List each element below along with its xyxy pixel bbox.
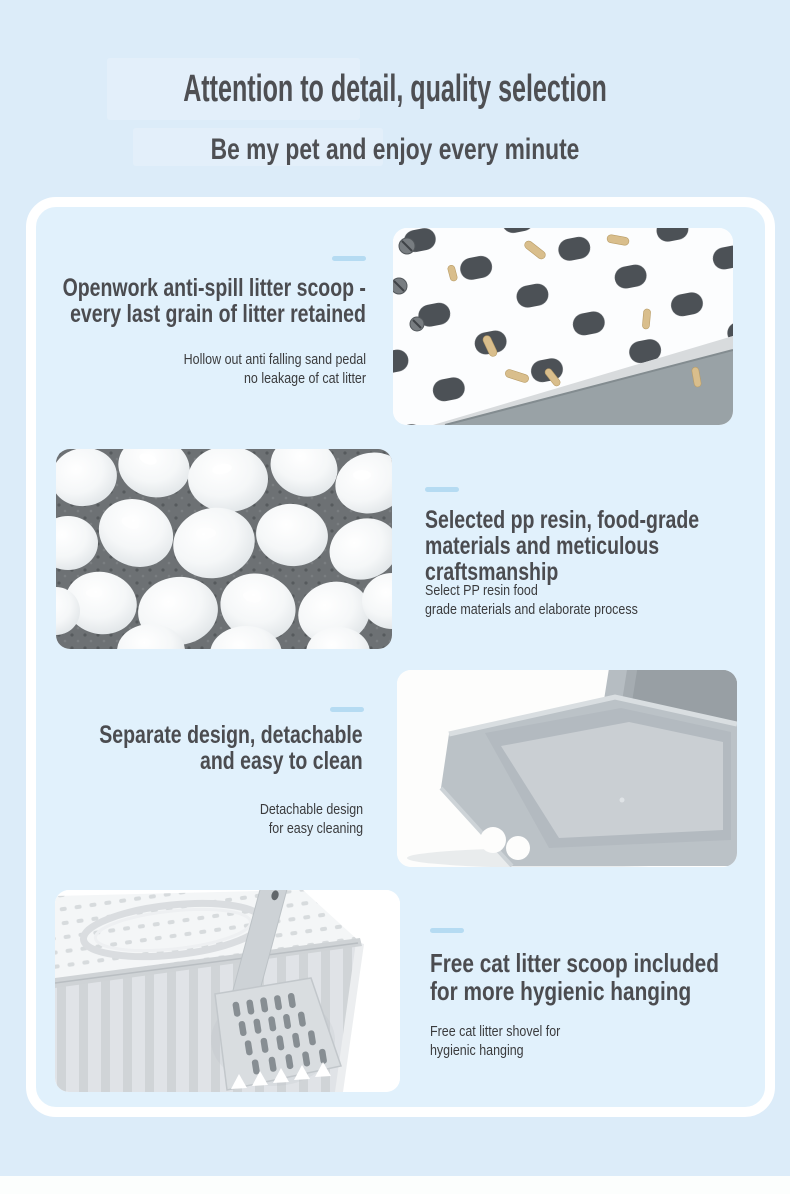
feature-heading-separate-design xyxy=(100,722,363,774)
feature-subtext-litter-scoop xyxy=(184,351,366,389)
resin-pellets-image xyxy=(56,449,392,649)
accent-dash xyxy=(330,707,364,712)
litter-box-scoop-image xyxy=(55,890,400,1092)
heading-line: Openwork anti-spill litter scoop - xyxy=(62,274,366,302)
feature-heading-pp-resin xyxy=(425,507,699,585)
perforated-pedal-image xyxy=(393,228,733,425)
accent-dash xyxy=(332,256,366,261)
heading-line: every last grain of litter retained xyxy=(70,300,366,328)
heading-line: Selected pp resin, food-grade xyxy=(425,506,700,534)
subtext-line: grade materials and elaborate process xyxy=(425,602,638,618)
heading-line: Separate design, detachable xyxy=(99,721,363,749)
subtext-line: Hollow out anti falling sand pedal xyxy=(183,352,366,368)
subtext-line: no leakage of cat litter xyxy=(243,371,366,387)
subtext-line: Free cat litter shovel for xyxy=(430,1024,561,1040)
heading-line: materials and meticulous xyxy=(425,532,660,560)
base-tray-image xyxy=(397,670,737,867)
feature-subtext-pp-resin xyxy=(425,582,638,620)
accent-dash xyxy=(425,487,459,492)
feature-subtext-free-scoop xyxy=(430,1023,560,1061)
subtext-line: for easy cleaning xyxy=(268,821,363,837)
heading-line: and easy to clean xyxy=(200,747,363,775)
subtext-line: hygienic hanging xyxy=(430,1043,524,1059)
heading-line: Free cat litter scoop included xyxy=(430,948,719,978)
feature-subtext-separate-design xyxy=(260,801,363,839)
subtext-line: Detachable design xyxy=(259,802,363,818)
feature-heading-free-scoop xyxy=(430,949,719,1005)
page-bottom-strip xyxy=(0,1176,790,1194)
heading-line: for more hygienic hanging xyxy=(430,976,692,1006)
perforated-pedal-photo xyxy=(393,228,733,425)
base-tray-photo xyxy=(397,670,737,867)
subtext-line: Select PP resin food xyxy=(425,583,538,599)
page-subtitle: Be my pet and enjoy every minute xyxy=(210,133,580,166)
resin-pellets-photo xyxy=(56,449,392,649)
page-title: Attention to detail, quality selection xyxy=(183,68,607,110)
accent-dash xyxy=(430,928,464,933)
feature-heading-litter-scoop xyxy=(63,275,366,327)
litter-box-scoop-photo xyxy=(55,890,400,1092)
heading-line: craftsmanship xyxy=(425,558,559,586)
